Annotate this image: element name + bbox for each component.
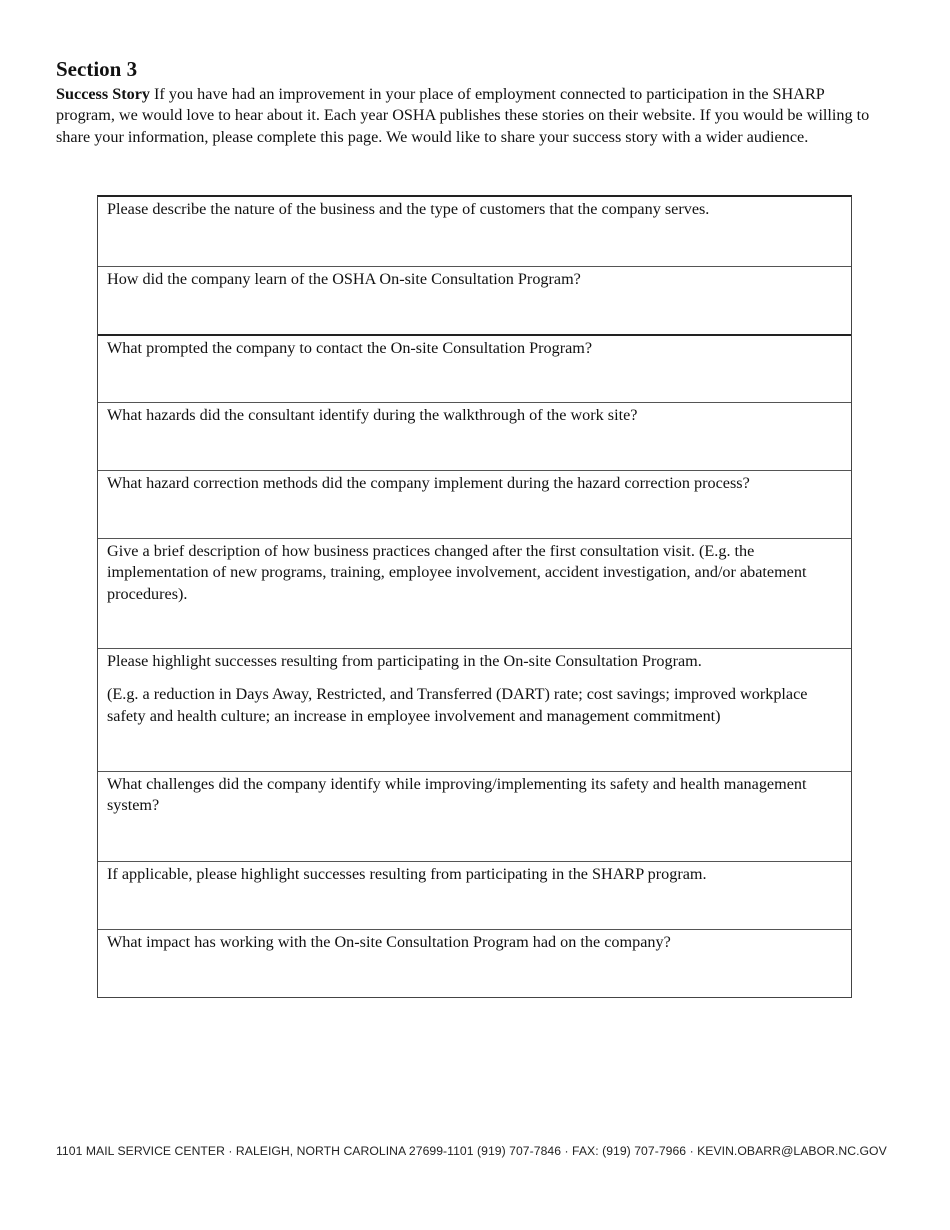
question-text: What prompted the company to contact the On-site Consultation Program? [107, 339, 593, 357]
question-row-challenges[interactable] [98, 771, 851, 861]
question-text: What hazard correction methods did the company implement during the hazard correction process? [107, 474, 750, 492]
question-row-sharp[interactable] [98, 861, 851, 929]
intro-paragraph [56, 84, 886, 148]
question-row-successes[interactable] [98, 648, 851, 771]
section-title: Section 3 [56, 57, 138, 81]
question-text: Please describe the nature of the business and the type of customers that the company serves. [107, 200, 710, 218]
question-text: Please highlight successes resulting from participating in the On-site Consultation Program. [107, 652, 702, 670]
questions-table [97, 195, 852, 998]
question-row-hazards[interactable] [98, 402, 851, 470]
question-row-learn[interactable] [98, 266, 851, 334]
question-subtext: (E.g. a reduction in Days Away, Restricted, and Transferred (DART) rate; cost savings; improved workplace safety and health culture; an increase in employee involvement and management commitment) [107, 685, 808, 725]
question-row-business[interactable] [98, 197, 851, 266]
intro-text: If you have had an improvement in your place of employment connected to participation in the SHARP program, we would love to hear about it. Each year OSHA publishes these stories on their website. If you would be willing to share your information, please complete this page. We would like to share your success story with a wider audience. [56, 85, 870, 146]
question-row-correction[interactable] [98, 470, 851, 538]
question-text: What hazards did the consultant identify during the walkthrough of the work site? [107, 406, 638, 424]
question-text: What impact has working with the On-site Consultation Program had on the company? [107, 933, 671, 951]
question-text: What challenges did the company identify while improving/implementing its safety and health management system? [107, 775, 807, 815]
question-row-impact[interactable] [98, 929, 851, 997]
success-story-heading: Success Story [56, 85, 150, 103]
question-text: If applicable, please highlight successes resulting from participating in the SHARP program. [107, 865, 707, 883]
question-row-practices[interactable] [98, 538, 851, 648]
footer-contact: 1101 MAIL SERVICE CENTER · RALEIGH, NORTH CAROLINA 27699-1101 (919) 707-7846 · FAX: (919) 707-7966 · KEVIN.OBARR@LABOR.NC.GOV [56, 1144, 887, 1158]
question-row-prompted[interactable] [98, 334, 851, 402]
question-text: How did the company learn of the OSHA On-site Consultation Program? [107, 270, 581, 288]
question-text: Give a brief description of how business practices changed after the first consultation visit. (E.g. the implementation of new programs, training, employee involvement, accident investigation, and/or abatement procedures). [107, 542, 807, 603]
